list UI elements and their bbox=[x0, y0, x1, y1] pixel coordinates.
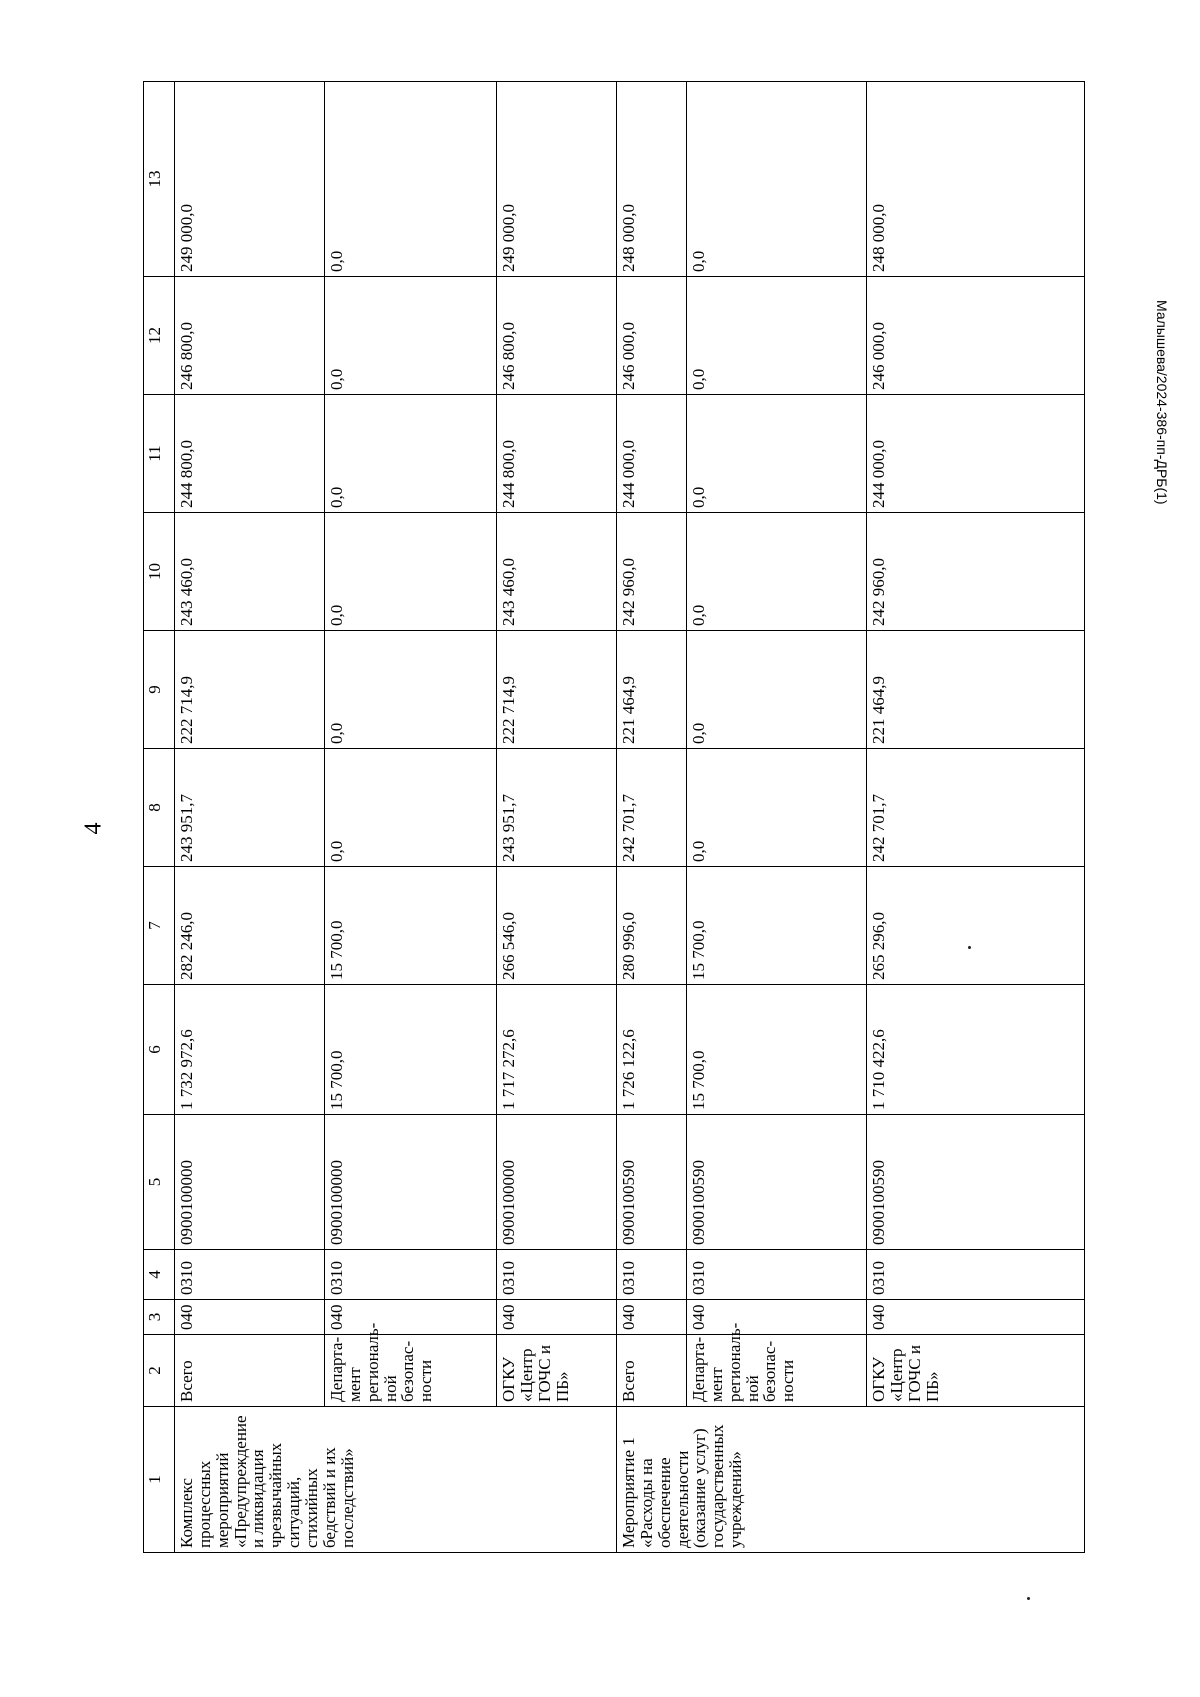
value-cell: 221 464,9 bbox=[617, 631, 687, 749]
table-body bbox=[175, 82, 1085, 1553]
value-cell: 1 732 972,6 bbox=[175, 985, 325, 1115]
value-cell: 15 700,0 bbox=[687, 985, 867, 1115]
value-cell: 040 bbox=[325, 1300, 497, 1335]
value-cell: 0,0 bbox=[687, 513, 867, 631]
value-cell: 242 701,7 bbox=[867, 749, 1085, 867]
value-cell: 243 951,7 bbox=[497, 749, 617, 867]
value-cell: 249 000,0 bbox=[175, 82, 325, 277]
header-cell: 3 bbox=[144, 1300, 175, 1335]
value-cell: 0900100590 bbox=[617, 1115, 687, 1250]
value-cell: 0,0 bbox=[325, 631, 497, 749]
value-cell: 0900100000 bbox=[175, 1115, 325, 1250]
value-cell: 282 246,0 bbox=[175, 867, 325, 985]
value-cell: 0,0 bbox=[687, 631, 867, 749]
scan-speck bbox=[968, 946, 971, 949]
table-row bbox=[867, 82, 1085, 1553]
value-cell: 1 717 272,6 bbox=[497, 985, 617, 1115]
value-cell: 246 000,0 bbox=[867, 277, 1085, 395]
value-cell: 243 951,7 bbox=[175, 749, 325, 867]
value-cell: 0310 bbox=[687, 1250, 867, 1300]
scan-speck bbox=[1027, 1597, 1030, 1600]
value-cell: 040 bbox=[175, 1300, 325, 1335]
document-code: Малышева/2024-386-пп-ДРБ(1) bbox=[1154, 300, 1170, 505]
value-cell: 246 800,0 bbox=[175, 277, 325, 395]
value-cell: 266 546,0 bbox=[497, 867, 617, 985]
value-cell: 222 714,9 bbox=[175, 631, 325, 749]
value-cell: 15 700,0 bbox=[325, 867, 497, 985]
value-cell: 249 000,0 bbox=[497, 82, 617, 277]
header-cell: 12 bbox=[144, 277, 175, 395]
value-cell: 244 000,0 bbox=[867, 395, 1085, 513]
header-row bbox=[144, 82, 175, 1553]
value-cell: 0900100000 bbox=[497, 1115, 617, 1250]
budget-table-rotated bbox=[143, 82, 1077, 1553]
executor-cell: Всего bbox=[617, 1335, 687, 1407]
table-row bbox=[497, 82, 617, 1553]
header-cell: 5 bbox=[144, 1115, 175, 1250]
header-cell: 7 bbox=[144, 867, 175, 985]
value-cell: 222 714,9 bbox=[497, 631, 617, 749]
value-cell: 280 996,0 bbox=[617, 867, 687, 985]
table-row bbox=[325, 82, 497, 1553]
value-cell: 0,0 bbox=[687, 277, 867, 395]
value-cell: 265 296,0 bbox=[867, 867, 1085, 985]
value-cell: 246 800,0 bbox=[497, 277, 617, 395]
value-cell: 0310 bbox=[497, 1250, 617, 1300]
value-cell: 040 bbox=[867, 1300, 1085, 1335]
value-cell: 242 701,7 bbox=[617, 749, 687, 867]
value-cell: 0310 bbox=[617, 1250, 687, 1300]
header-cell: 8 bbox=[144, 749, 175, 867]
value-cell: 242 960,0 bbox=[867, 513, 1085, 631]
value-cell: 0,0 bbox=[325, 513, 497, 631]
value-cell: 0,0 bbox=[325, 277, 497, 395]
table-row bbox=[687, 82, 867, 1553]
value-cell: 0,0 bbox=[687, 749, 867, 867]
header-cell: 2 bbox=[144, 1335, 175, 1407]
value-cell: 244 000,0 bbox=[617, 395, 687, 513]
value-cell: 243 460,0 bbox=[175, 513, 325, 631]
value-cell: 0,0 bbox=[325, 749, 497, 867]
executor-cell: Департа-мент региональ-ной безопас-ности bbox=[325, 1335, 497, 1407]
value-cell: 15 700,0 bbox=[325, 985, 497, 1115]
header-cell: 13 bbox=[144, 82, 175, 277]
table-row bbox=[617, 82, 687, 1553]
value-cell: 243 460,0 bbox=[497, 513, 617, 631]
value-cell: 0900100590 bbox=[867, 1115, 1085, 1250]
executor-cell: Всего bbox=[175, 1335, 325, 1407]
value-cell: 0900100000 bbox=[325, 1115, 497, 1250]
activity-name-cell: Мероприятие 1 «Расходы на обеспечение деятельности (оказание услуг) государственных учреждений» bbox=[617, 1407, 1085, 1553]
activity-name-cell: Комплекс процессных мероприятий «Предупреждение и ликвидация чрезвычайных ситуаций, стихийных бедствий и их последствий» bbox=[175, 1407, 617, 1553]
table-row bbox=[175, 82, 325, 1553]
value-cell: 246 000,0 bbox=[617, 277, 687, 395]
header-cell: 9 bbox=[144, 631, 175, 749]
value-cell: 0,0 bbox=[687, 395, 867, 513]
page-number: 4 bbox=[80, 822, 107, 835]
value-cell: 0,0 bbox=[325, 395, 497, 513]
executor-cell: Департа-мент региональ-ной безопас-ности bbox=[687, 1335, 867, 1407]
value-cell: 244 800,0 bbox=[497, 395, 617, 513]
value-cell: 040 bbox=[687, 1300, 867, 1335]
header-cell: 10 bbox=[144, 513, 175, 631]
value-cell: 15 700,0 bbox=[687, 867, 867, 985]
header-cell: 11 bbox=[144, 395, 175, 513]
executor-cell: ОГКУ «Центр ГОЧС и ПБ» bbox=[497, 1335, 617, 1407]
value-cell: 0,0 bbox=[687, 82, 867, 277]
value-cell: 0310 bbox=[175, 1250, 325, 1300]
value-cell: 248 000,0 bbox=[617, 82, 687, 277]
header-cell: 4 bbox=[144, 1250, 175, 1300]
value-cell: 0310 bbox=[867, 1250, 1085, 1300]
header-cell: 6 bbox=[144, 985, 175, 1115]
value-cell: 1 710 422,6 bbox=[867, 985, 1085, 1115]
value-cell: 0,0 bbox=[325, 82, 497, 277]
value-cell: 248 000,0 bbox=[867, 82, 1085, 277]
value-cell: 040 bbox=[497, 1300, 617, 1335]
executor-cell: ОГКУ «Центр ГОЧС и ПБ» bbox=[867, 1335, 1085, 1407]
budget-table bbox=[143, 81, 1085, 1553]
value-cell: 242 960,0 bbox=[617, 513, 687, 631]
value-cell: 0900100590 bbox=[687, 1115, 867, 1250]
header-cell: 1 bbox=[144, 1407, 175, 1553]
value-cell: 221 464,9 bbox=[867, 631, 1085, 749]
value-cell: 0310 bbox=[325, 1250, 497, 1300]
value-cell: 1 726 122,6 bbox=[617, 985, 687, 1115]
value-cell: 040 bbox=[617, 1300, 687, 1335]
value-cell: 244 800,0 bbox=[175, 395, 325, 513]
